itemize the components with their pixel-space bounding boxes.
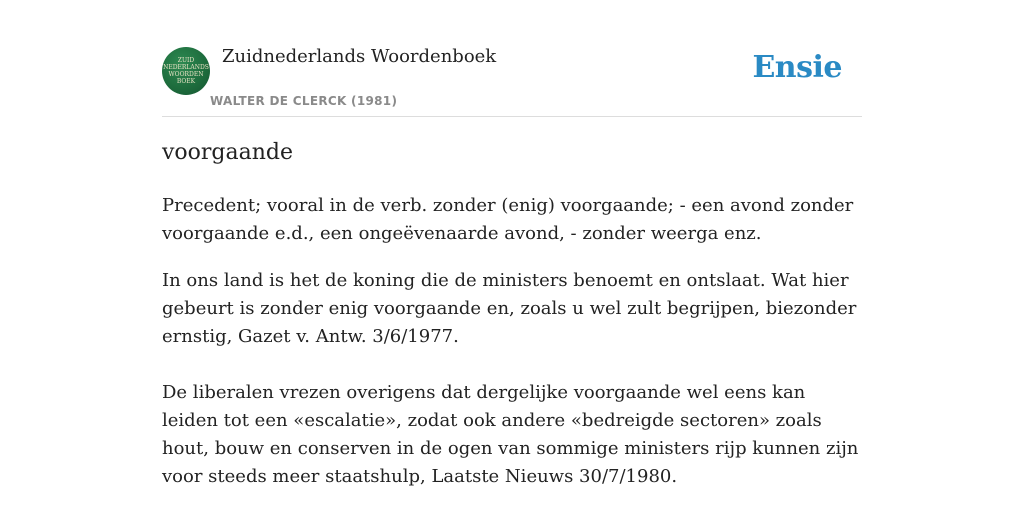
logo-text-line: BOEK xyxy=(176,78,196,85)
example-quote: In ons land is het de koning die de ministers benoemt en ontslaat. Wat hier gebeurt is zonder enig voorgaande en, zoals u wel zult begrijpen, biezonder ernstig, Gazet v. Antw. 3/6/1977. xyxy=(162,270,857,347)
ensie-brand-logo[interactable]: Ensie xyxy=(752,50,842,85)
entry-card xyxy=(162,0,862,487)
logo-text-line: NEDERLANDS xyxy=(163,64,209,71)
logo-text-line: ZUID xyxy=(177,57,195,64)
dictionary-title-link[interactable]: Zuidnederlands Woordenboek xyxy=(222,46,497,67)
dictionary-header xyxy=(162,0,862,117)
headword: voorgaande xyxy=(162,140,294,165)
logo-text-line: WOORDEN xyxy=(168,71,204,78)
example-quote: De liberalen vrezen overigens dat dergelijke voorgaande wel eens kan leiden tot een «escalatie», zodat ook andere «bedreigde sectoren» zoals hout, bouw en conserven in de ogen van sommige ministers rijp kunnen zijn voor steeds meer staatshulp, Laatste Nieuws 30/7/1980. xyxy=(162,382,859,487)
dictionary-logo[interactable] xyxy=(162,47,210,95)
definition-text: Precedent; vooral in de verb. zonder (enig) voorgaande; - een avond zonder voorgaande e.d., een ongeëvenaarde avond, - zonder weerga enz. xyxy=(162,195,854,244)
dictionary-author: WALTER DE CLERCK (1981) xyxy=(210,94,398,108)
